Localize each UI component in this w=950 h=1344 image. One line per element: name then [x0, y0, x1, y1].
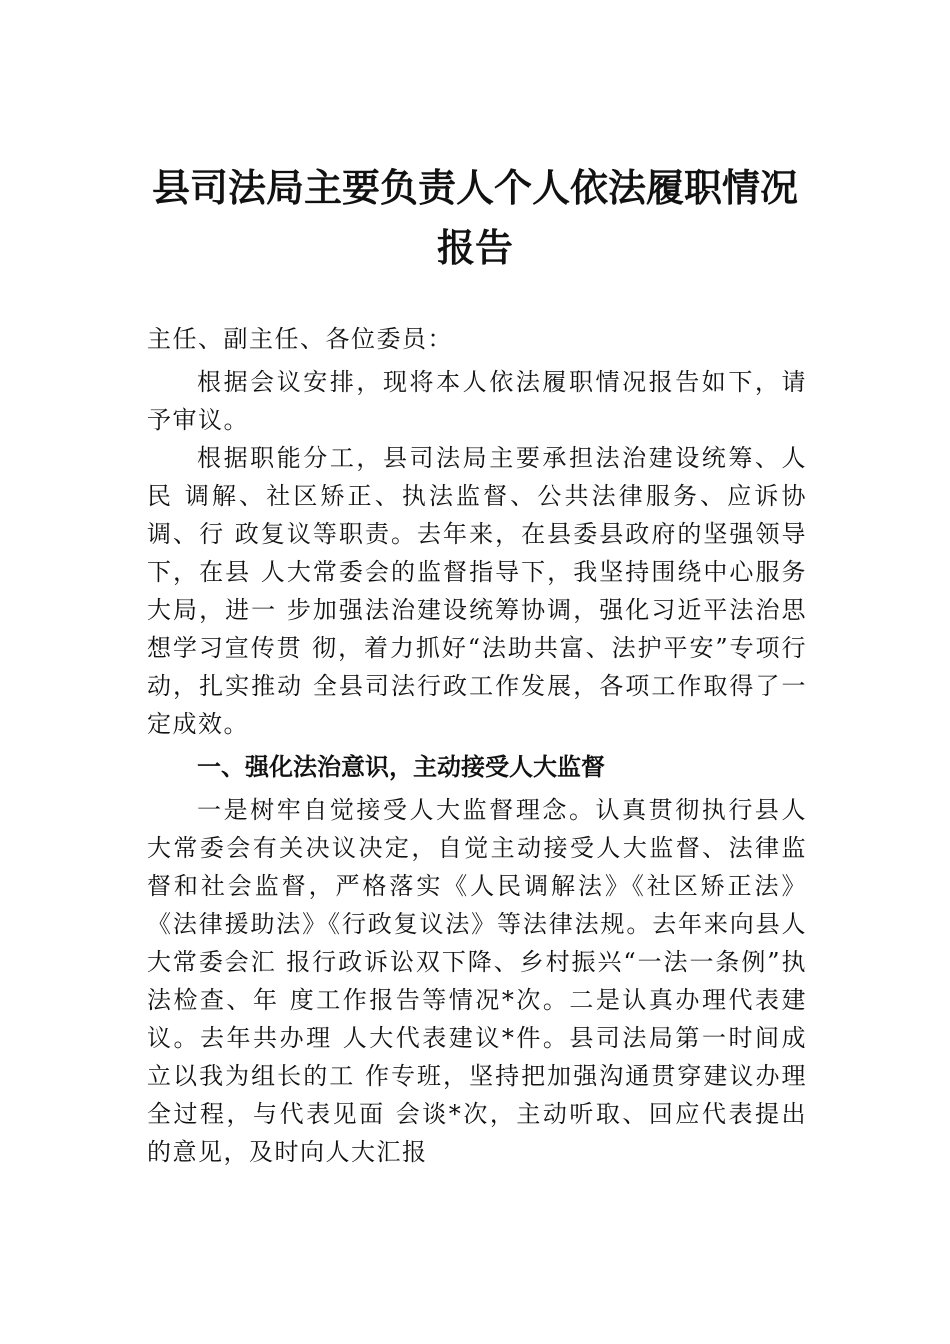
- document-title: 县司法局主要负责人个人依法履职情况报告: [151, 166, 798, 270]
- salutation: 主任、副主任、各位委员：: [147, 325, 453, 353]
- duties-paragraph: 根据职能分工，县司法局主要承担法治建设统筹、人民 调解、社区矫正、执法监督、公共法律服务、应诉协调、行 政复议等职责。去年来，在县委县政府的坚强领导下，在县 人大常委会的监督指导下，我坚持围绕中心服务大局，进一 步加强法治建设统筹协调，强化习近平法治思想学习宣传贯 彻，着力抓好“法助共富、法护平安”专项行动，扎实推动 全县司法行政工作发展，各项工作取得了一定成效。: [147, 444, 807, 738]
- intro-paragraph: 根据会议安排，现将本人依法履职情况报告如下，请予审议。: [147, 368, 807, 434]
- document-body: [147, 320, 807, 1171]
- section-paragraph: 一是树牢自觉接受人大监督理念。认真贯彻执行县人大常委会有关决议决定，自觉主动接受人大监督、法律监督和社会监督，严格落实《人民调解法》《社区矫正法》《法律援助法》《行政复议法》等法律法规。去年来向县人大常委会汇 报行政诉讼双下降、乡村振兴“一法一条例”执法检查、年 度工作报告等情况*次。二是认真办理代表建议。去年共办理 人大代表建议*件。县司法局第一时间成立以我为组长的工 作专班，坚持把加强沟通贯穿建议办理全过程，与代表见面 会谈*次，主动听取、回应代表提出的意见，及时向人大汇报: [147, 796, 807, 1166]
- section-heading: 一、强化法治意识，主动接受人大监督: [197, 753, 605, 781]
